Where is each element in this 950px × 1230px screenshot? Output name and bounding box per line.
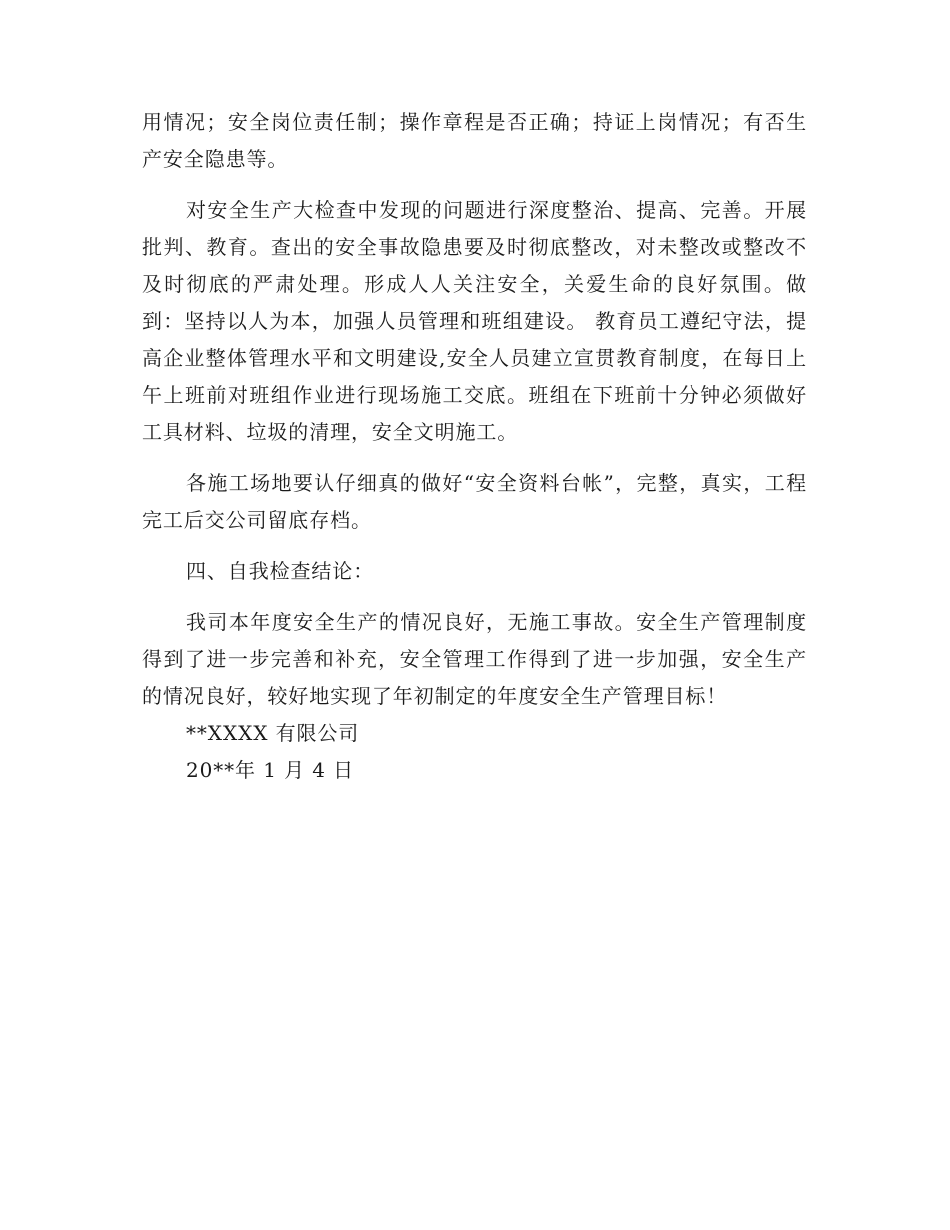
- paragraph-safety-records: 各施工场地要认仔细真的做好“安全资料台帐”，完整，真实，工程完工后交公司留底存档。: [142, 471, 807, 532]
- section-heading-conclusion: 四、自我检查结论：: [186, 559, 375, 583]
- paragraph-continued: 用情况；安全岗位责任制；操作章程是否正确；持证上岗情况；有否生产安全隐患等。: [142, 110, 807, 171]
- document-body: [142, 104, 807, 789]
- company-name: **XXXX 有限公司: [186, 721, 360, 745]
- paragraph-rectification: 对安全生产大检查中发现的问题进行深度整治、提高、完善。开展批判、教育。查出的安全事故隐患要及时彻底整改，对未整改或整改不及时彻底的严肃处理。形成人人关注安全，关爱生命的良好氛围。做到：坚持以人为本，加强人员管理和班组建设。 教育员工遵纪守法，提高企业整体管理水平和文明建设,安全人员建立宣贯教育制度，在每日上午上班前对班组作业进行现场施工交底。班组在下班前十分钟必须做好工具材料、垃圾的清理，安全文明施工。: [142, 198, 807, 444]
- document-date: 20**年 1 月 4 日: [186, 758, 355, 782]
- paragraph-conclusion: 我司本年度安全生产的情况良好，无施工事故。安全生产管理制度得到了进一步完善和补充，安全管理工作得到了进一步加强，安全生产的情况良好，较好地实现了年初制定的年度安全生产管理目标！: [142, 610, 807, 708]
